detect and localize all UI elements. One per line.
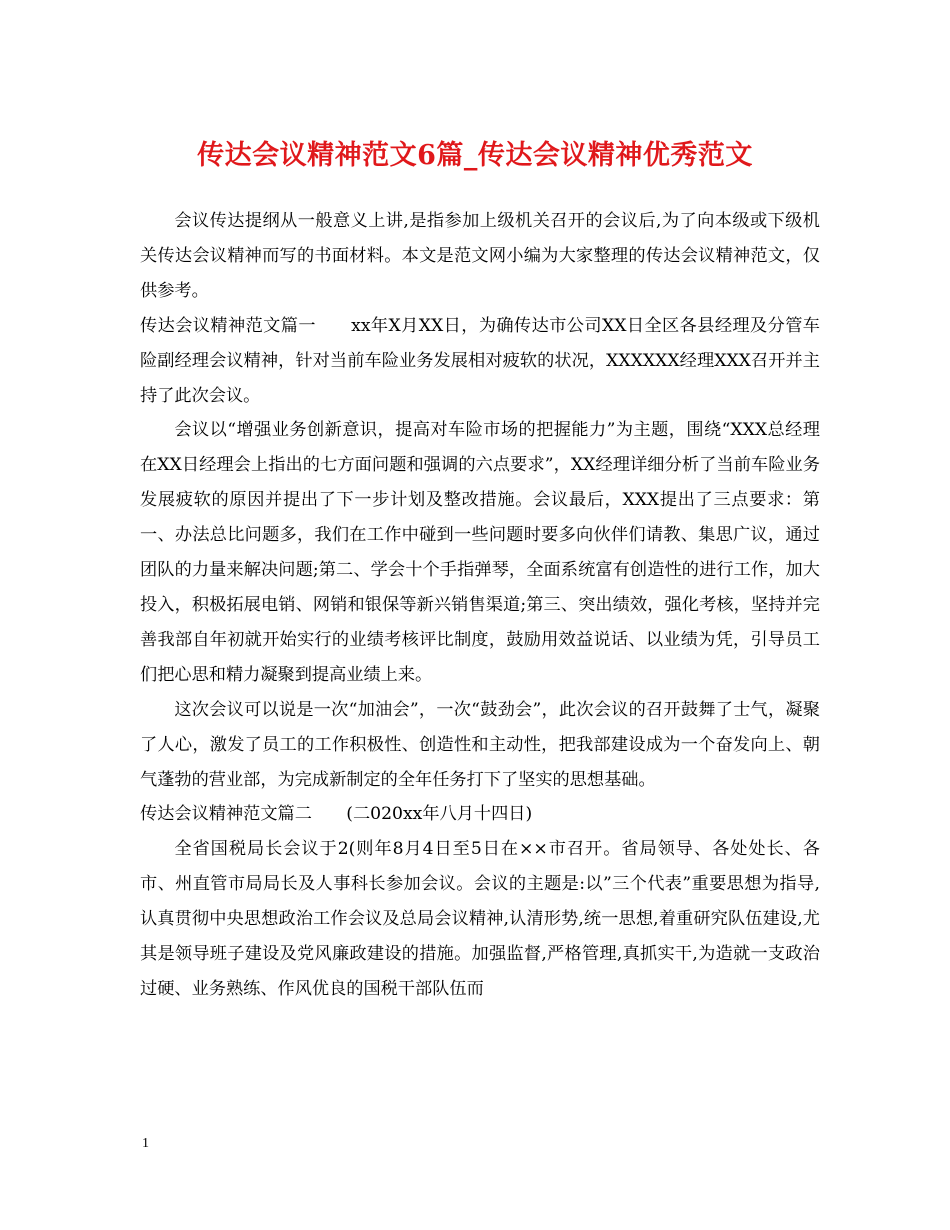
document-title: 传达会议精神范文6篇_传达会议精神优秀范文 <box>197 140 753 171</box>
paragraph-intro: 会议传达提纲从一般意义上讲,是指参加上级机关召开的会议后,为了向本级或下级机关传达会议精神而写的书面材料。本文是范文网小编为大家整理的传达会议精神范文，仅供参考。 <box>140 211 820 301</box>
paragraph-meeting-theme: 会议以“增强业务创新意识，提高对车险市场的把握能力”为主题，围绕“XXX总经理在XX日经理会上指出的七方面问题和强调的六点要求”，XX经理详细分析了当前车险业务发展疲软的原因并提出了下一步计划及整改措施。会议最后，XXX提出了三点要求：第一、办法总比问题多，我们在工作中碰到一些问题时要多向伙伴们请教、集思广议，通过团队的力量来解决问题;第二、学会十个手指弹琴，全面系统富有创造性的进行工作，加大投入，积极拓展电销、网销和银保等新兴销售渠道;第三、突出绩效，强化考核，坚持并完善我部自年初就开始实行的业绩考核评比制度，鼓励用效益说话、以业绩为凭，引导员工们把心思和精力凝聚到提高业绩上来。 <box>140 420 820 685</box>
document-body <box>140 204 820 1007</box>
paragraph-article-one-heading: 传达会议精神范文篇一 xx年X月XX日，为确传达市公司XX日全区各县经理及分管车险副经理会议精神，针对当前车险业务发展相对疲软的状况，XXXXXX经理XXX召开并主持了此次会议。 <box>140 315 820 406</box>
paragraph-meeting-effect: 这次会议可以说是一次“加油会”，一次“鼓劲会”，此次会议的召开鼓舞了士气，凝聚了人心，激发了员工的工作积极性、创造性和主动性，把我部建设成为一个奋发向上、朝气蓬勃的营业部，为完成新制定的全年任务打下了坚实的思想基础。 <box>140 699 820 790</box>
page-number: 1 <box>142 1136 149 1151</box>
paragraph-article-two-heading: 传达会议精神范文篇二 (二020xx年八月十四日) <box>140 804 533 825</box>
paragraph-tax-meeting: 全省国税局长会议于2(则年8月4日至5日在××市召开。省局领导、各处处长、各市、州直管市局局长及人事科长参加会议。会议的主题是:以”三个代表”重要思想为指导,认真贯彻中央思想政治工作会议及总局会议精神,认清形势,统一思想,着重研究队伍建设,尤其是领导班子建设及党风廉政建设的措施。加强监督,严格管理,真抓实干,为造就一支政治过硬、业务熟练、作风优良的国税干部队伍而 <box>140 839 820 999</box>
